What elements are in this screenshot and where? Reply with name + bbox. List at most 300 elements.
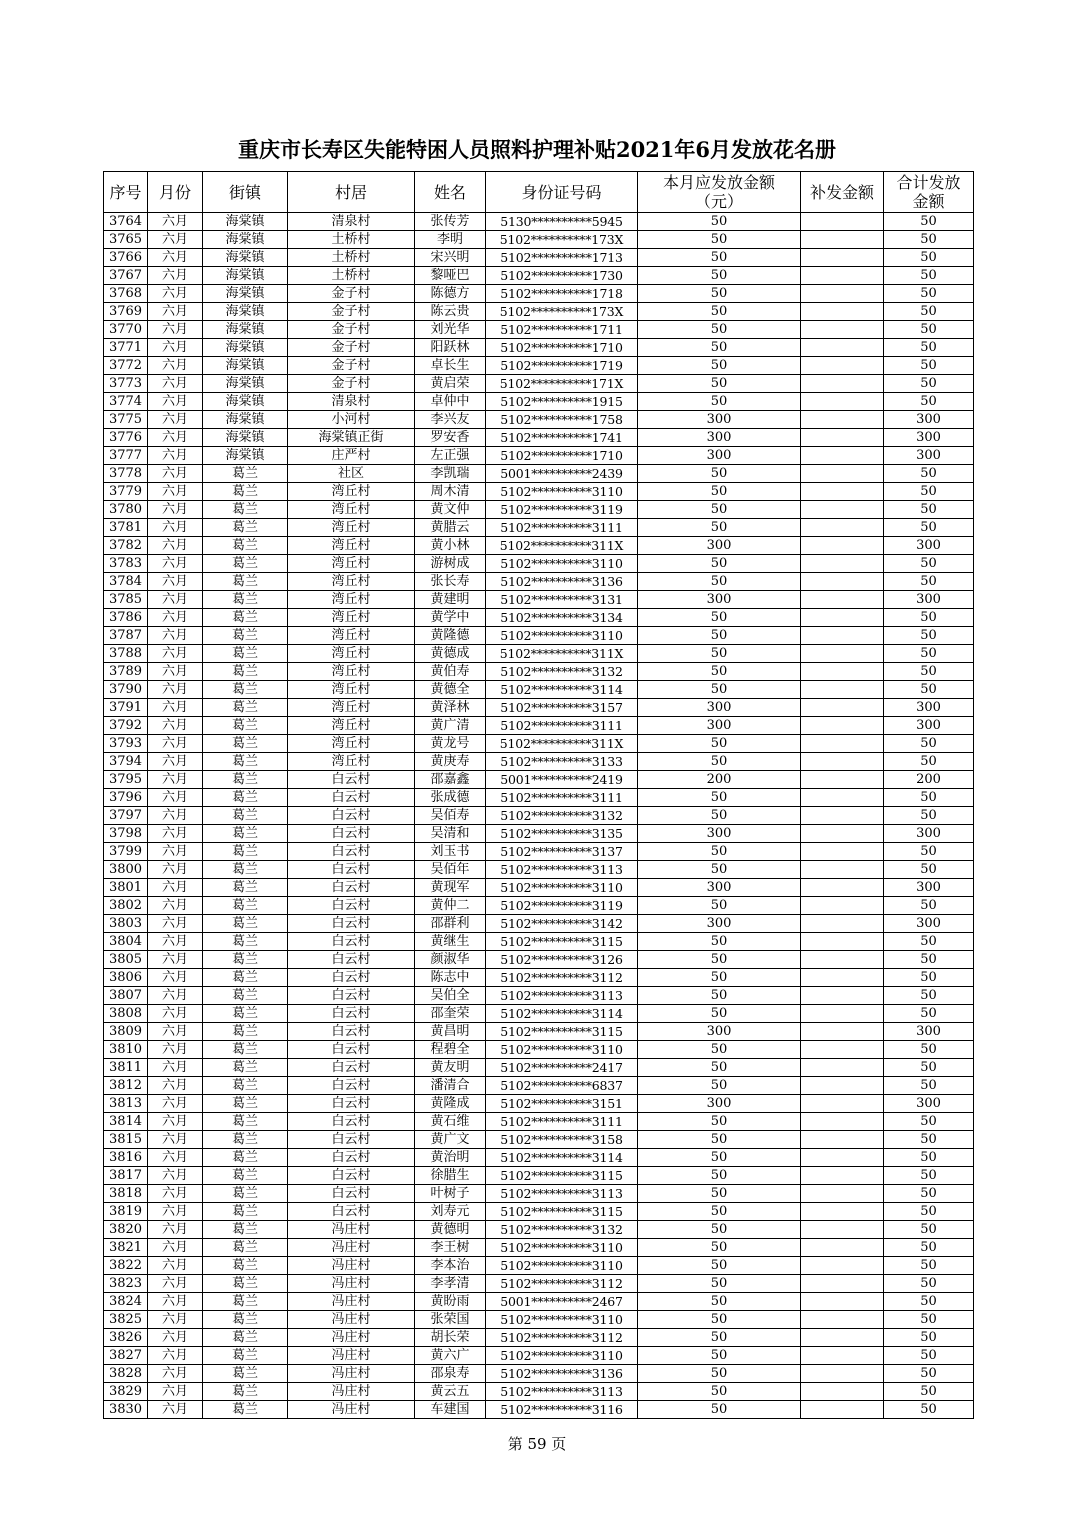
- cell-total: 300: [884, 591, 974, 609]
- cell-town: 葛兰: [203, 519, 288, 537]
- cell-month: 六月: [148, 339, 203, 357]
- col-header-due: [638, 172, 801, 213]
- table-row: [104, 357, 974, 375]
- cell-name: 黄腊云: [415, 519, 486, 537]
- table-row: [104, 933, 974, 951]
- cell-id: 5102**********3111: [486, 789, 638, 807]
- cell-id: 5102**********1711: [486, 321, 638, 339]
- cell-village: 白云村: [288, 1005, 415, 1023]
- cell-seq: 3814: [104, 1113, 148, 1131]
- cell-total: 50: [884, 249, 974, 267]
- cell-town: 葛兰: [203, 951, 288, 969]
- cell-month: 六月: [148, 969, 203, 987]
- cell-town: 海棠镇: [203, 285, 288, 303]
- cell-seq: 3779: [104, 483, 148, 501]
- cell-village: 湾丘村: [288, 663, 415, 681]
- cell-seq: 3780: [104, 501, 148, 519]
- cell-supp: [801, 663, 884, 681]
- cell-town: 葛兰: [203, 609, 288, 627]
- cell-month: 六月: [148, 1005, 203, 1023]
- cell-total: 50: [884, 1347, 974, 1365]
- cell-supp: [801, 771, 884, 789]
- cell-month: 六月: [148, 1365, 203, 1383]
- cell-id: 5102**********3111: [486, 519, 638, 537]
- cell-id: 5102**********3137: [486, 843, 638, 861]
- col-header-total-line1: 合计发放: [896, 173, 961, 192]
- table-row: [104, 303, 974, 321]
- table-row: [104, 663, 974, 681]
- table-row: [104, 771, 974, 789]
- cell-due: 50: [638, 1293, 801, 1311]
- table-row: [104, 231, 974, 249]
- cell-id: 5102**********3136: [486, 1365, 638, 1383]
- cell-seq: 3790: [104, 681, 148, 699]
- cell-seq: 3772: [104, 357, 148, 375]
- cell-due: 50: [638, 663, 801, 681]
- cell-total: 300: [884, 537, 974, 555]
- cell-seq: 3771: [104, 339, 148, 357]
- cell-month: 六月: [148, 573, 203, 591]
- cell-month: 六月: [148, 609, 203, 627]
- col-header-month: 月份: [148, 172, 203, 213]
- page-title: 重庆市长寿区失能特困人员照料护理补贴2021年6月发放花名册: [237, 137, 837, 162]
- cell-name: 陈志中: [415, 969, 486, 987]
- cell-village: 庄严村: [288, 447, 415, 465]
- cell-due: 300: [638, 411, 801, 429]
- cell-seq: 3789: [104, 663, 148, 681]
- roster-body: [104, 213, 974, 1419]
- cell-due: 50: [638, 1041, 801, 1059]
- cell-month: 六月: [148, 519, 203, 537]
- cell-id: 5102**********3115: [486, 1203, 638, 1221]
- table-row: [104, 1293, 974, 1311]
- cell-village: 金子村: [288, 303, 415, 321]
- cell-id: 5102**********6837: [486, 1077, 638, 1095]
- cell-total: 50: [884, 1221, 974, 1239]
- cell-total: 300: [884, 1095, 974, 1113]
- cell-village: 冯庄村: [288, 1347, 415, 1365]
- cell-supp: [801, 411, 884, 429]
- cell-village: 湾丘村: [288, 591, 415, 609]
- table-row: [104, 1113, 974, 1131]
- cell-month: 六月: [148, 879, 203, 897]
- cell-village: 白云村: [288, 1059, 415, 1077]
- cell-total: 50: [884, 1383, 974, 1401]
- table-row: [104, 1167, 974, 1185]
- cell-village: 冯庄村: [288, 1239, 415, 1257]
- cell-total: 50: [884, 807, 974, 825]
- cell-town: 葛兰: [203, 1095, 288, 1113]
- cell-village: 金子村: [288, 357, 415, 375]
- cell-town: 葛兰: [203, 1401, 288, 1419]
- cell-total: 50: [884, 501, 974, 519]
- table-row: [104, 681, 974, 699]
- cell-town: 葛兰: [203, 1185, 288, 1203]
- cell-id: 5102**********3126: [486, 951, 638, 969]
- table-row: [104, 1347, 974, 1365]
- cell-supp: [801, 339, 884, 357]
- cell-supp: [801, 519, 884, 537]
- cell-month: 六月: [148, 411, 203, 429]
- col-header-village: 村居: [288, 172, 415, 213]
- col-header-id: 身份证号码: [486, 172, 638, 213]
- table-row: [104, 375, 974, 393]
- cell-month: 六月: [148, 375, 203, 393]
- table-row: [104, 1311, 974, 1329]
- cell-due: 50: [638, 393, 801, 411]
- cell-village: 湾丘村: [288, 483, 415, 501]
- cell-month: 六月: [148, 987, 203, 1005]
- cell-supp: [801, 735, 884, 753]
- cell-town: 葛兰: [203, 1113, 288, 1131]
- cell-id: 5102**********3110: [486, 483, 638, 501]
- cell-supp: [801, 1041, 884, 1059]
- cell-name: 李孝清: [415, 1275, 486, 1293]
- table-row: [104, 1041, 974, 1059]
- cell-month: 六月: [148, 1041, 203, 1059]
- cell-name: 卓仲中: [415, 393, 486, 411]
- cell-id: 5102**********1915: [486, 393, 638, 411]
- cell-name: 罗安香: [415, 429, 486, 447]
- cell-month: 六月: [148, 303, 203, 321]
- cell-seq: 3811: [104, 1059, 148, 1077]
- cell-total: 50: [884, 1203, 974, 1221]
- cell-month: 六月: [148, 1257, 203, 1275]
- cell-town: 葛兰: [203, 1041, 288, 1059]
- cell-id: 5102**********3135: [486, 825, 638, 843]
- cell-id: 5102**********3157: [486, 699, 638, 717]
- cell-name: 程碧全: [415, 1041, 486, 1059]
- cell-village: 冯庄村: [288, 1221, 415, 1239]
- cell-due: 50: [638, 1059, 801, 1077]
- cell-village: 冯庄村: [288, 1401, 415, 1419]
- cell-village: 湾丘村: [288, 735, 415, 753]
- cell-name: 黄文仲: [415, 501, 486, 519]
- cell-seq: 3826: [104, 1329, 148, 1347]
- cell-town: 葛兰: [203, 645, 288, 663]
- cell-id: 5130**********5945: [486, 213, 638, 231]
- cell-town: 葛兰: [203, 1131, 288, 1149]
- cell-name: 李本治: [415, 1257, 486, 1275]
- cell-village: 冯庄村: [288, 1365, 415, 1383]
- cell-month: 六月: [148, 825, 203, 843]
- cell-month: 六月: [148, 735, 203, 753]
- cell-village: 金子村: [288, 321, 415, 339]
- cell-due: 50: [638, 645, 801, 663]
- cell-id: 5102**********3114: [486, 681, 638, 699]
- cell-supp: [801, 1401, 884, 1419]
- cell-due: 50: [638, 285, 801, 303]
- cell-village: 土桥村: [288, 249, 415, 267]
- cell-total: 50: [884, 1185, 974, 1203]
- cell-total: 300: [884, 429, 974, 447]
- cell-total: 50: [884, 1401, 974, 1419]
- cell-due: 50: [638, 483, 801, 501]
- cell-due: 50: [638, 573, 801, 591]
- cell-supp: [801, 1185, 884, 1203]
- col-header-supp: 补发金额: [801, 172, 884, 213]
- cell-village: 湾丘村: [288, 573, 415, 591]
- cell-name: 黄庚寿: [415, 753, 486, 771]
- cell-seq: 3830: [104, 1401, 148, 1419]
- cell-seq: 3776: [104, 429, 148, 447]
- table-row: [104, 573, 974, 591]
- cell-village: 冯庄村: [288, 1275, 415, 1293]
- cell-seq: 3829: [104, 1383, 148, 1401]
- cell-supp: [801, 537, 884, 555]
- cell-due: 50: [638, 339, 801, 357]
- cell-total: 50: [884, 1239, 974, 1257]
- cell-due: 200: [638, 771, 801, 789]
- cell-total: 50: [884, 663, 974, 681]
- cell-total: 50: [884, 843, 974, 861]
- cell-name: 吴佰年: [415, 861, 486, 879]
- table-row: [104, 411, 974, 429]
- cell-month: 六月: [148, 249, 203, 267]
- cell-id: 5102**********1730: [486, 267, 638, 285]
- cell-seq: 3816: [104, 1149, 148, 1167]
- cell-seq: 3823: [104, 1275, 148, 1293]
- cell-total: 50: [884, 285, 974, 303]
- table-row: [104, 501, 974, 519]
- cell-total: 50: [884, 465, 974, 483]
- cell-id: 5102**********3119: [486, 501, 638, 519]
- cell-id: 5102**********3110: [486, 1311, 638, 1329]
- cell-village: 冯庄村: [288, 1293, 415, 1311]
- cell-seq: 3769: [104, 303, 148, 321]
- cell-town: 葛兰: [203, 699, 288, 717]
- cell-town: 葛兰: [203, 717, 288, 735]
- cell-due: 50: [638, 231, 801, 249]
- table-row: [104, 519, 974, 537]
- cell-village: 冯庄村: [288, 1311, 415, 1329]
- cell-id: 5102**********173X: [486, 303, 638, 321]
- cell-id: 5102**********1718: [486, 285, 638, 303]
- cell-seq: 3781: [104, 519, 148, 537]
- cell-town: 葛兰: [203, 1311, 288, 1329]
- cell-seq: 3764: [104, 213, 148, 231]
- cell-village: 白云村: [288, 951, 415, 969]
- cell-id: 5102**********1713: [486, 249, 638, 267]
- cell-supp: [801, 285, 884, 303]
- cell-supp: [801, 447, 884, 465]
- cell-town: 葛兰: [203, 483, 288, 501]
- cell-supp: [801, 555, 884, 573]
- cell-total: 50: [884, 1257, 974, 1275]
- table-row: [104, 1221, 974, 1239]
- cell-due: 50: [638, 807, 801, 825]
- cell-seq: 3785: [104, 591, 148, 609]
- cell-town: 葛兰: [203, 933, 288, 951]
- cell-total: 50: [884, 627, 974, 645]
- cell-total: 50: [884, 735, 974, 753]
- cell-town: 海棠镇: [203, 447, 288, 465]
- cell-due: 50: [638, 735, 801, 753]
- cell-due: 50: [638, 357, 801, 375]
- cell-seq: 3820: [104, 1221, 148, 1239]
- table-row: [104, 627, 974, 645]
- cell-id: 5102**********1710: [486, 447, 638, 465]
- cell-name: 黄德全: [415, 681, 486, 699]
- cell-total: 50: [884, 933, 974, 951]
- cell-village: 白云村: [288, 789, 415, 807]
- cell-total: 50: [884, 573, 974, 591]
- cell-town: 海棠镇: [203, 357, 288, 375]
- cell-seq: 3775: [104, 411, 148, 429]
- table-row: [104, 897, 974, 915]
- cell-town: 葛兰: [203, 879, 288, 897]
- cell-month: 六月: [148, 771, 203, 789]
- table-row: [104, 1131, 974, 1149]
- cell-total: 50: [884, 645, 974, 663]
- table-row: [104, 483, 974, 501]
- cell-month: 六月: [148, 213, 203, 231]
- cell-month: 六月: [148, 699, 203, 717]
- cell-village: 白云村: [288, 1077, 415, 1095]
- cell-total: 50: [884, 555, 974, 573]
- cell-month: 六月: [148, 753, 203, 771]
- cell-name: 刘光华: [415, 321, 486, 339]
- cell-month: 六月: [148, 1347, 203, 1365]
- cell-id: 5102**********3142: [486, 915, 638, 933]
- cell-supp: [801, 483, 884, 501]
- cell-month: 六月: [148, 1131, 203, 1149]
- cell-supp: [801, 1293, 884, 1311]
- cell-name: 陈云贵: [415, 303, 486, 321]
- cell-id: 5102**********3110: [486, 879, 638, 897]
- cell-due: 300: [638, 447, 801, 465]
- cell-month: 六月: [148, 501, 203, 519]
- cell-town: 葛兰: [203, 843, 288, 861]
- cell-village: 白云村: [288, 1023, 415, 1041]
- cell-due: 50: [638, 555, 801, 573]
- cell-due: 300: [638, 717, 801, 735]
- cell-town: 葛兰: [203, 987, 288, 1005]
- table-row: [104, 591, 974, 609]
- cell-due: 50: [638, 375, 801, 393]
- cell-due: 300: [638, 1095, 801, 1113]
- cell-month: 六月: [148, 789, 203, 807]
- cell-total: 50: [884, 393, 974, 411]
- cell-total: 50: [884, 1329, 974, 1347]
- cell-seq: 3795: [104, 771, 148, 789]
- cell-month: 六月: [148, 537, 203, 555]
- cell-month: 六月: [148, 861, 203, 879]
- cell-total: 50: [884, 1365, 974, 1383]
- cell-name: 颜淑华: [415, 951, 486, 969]
- cell-month: 六月: [148, 681, 203, 699]
- cell-due: 50: [638, 1257, 801, 1275]
- cell-village: 湾丘村: [288, 537, 415, 555]
- table-row: [104, 951, 974, 969]
- cell-seq: 3794: [104, 753, 148, 771]
- cell-supp: [801, 789, 884, 807]
- cell-total: 50: [884, 213, 974, 231]
- cell-month: 六月: [148, 231, 203, 249]
- cell-total: 50: [884, 1293, 974, 1311]
- cell-id: 5102**********3115: [486, 1167, 638, 1185]
- cell-name: 徐腊生: [415, 1167, 486, 1185]
- cell-town: 海棠镇: [203, 411, 288, 429]
- cell-total: 50: [884, 1167, 974, 1185]
- cell-town: 葛兰: [203, 1329, 288, 1347]
- cell-supp: [801, 1113, 884, 1131]
- cell-village: 白云村: [288, 987, 415, 1005]
- cell-due: 50: [638, 627, 801, 645]
- cell-town: 葛兰: [203, 1059, 288, 1077]
- cell-total: 300: [884, 717, 974, 735]
- cell-total: 50: [884, 609, 974, 627]
- table-row: [104, 555, 974, 573]
- cell-name: 叶树子: [415, 1185, 486, 1203]
- cell-total: 50: [884, 969, 974, 987]
- cell-name: 黄伯寿: [415, 663, 486, 681]
- cell-town: 葛兰: [203, 771, 288, 789]
- cell-id: 5102**********3110: [486, 1041, 638, 1059]
- cell-supp: [801, 933, 884, 951]
- cell-due: 50: [638, 861, 801, 879]
- cell-village: 小河村: [288, 411, 415, 429]
- cell-due: 50: [638, 1221, 801, 1239]
- cell-due: 50: [638, 1113, 801, 1131]
- cell-village: 白云村: [288, 807, 415, 825]
- cell-seq: 3805: [104, 951, 148, 969]
- cell-seq: 3806: [104, 969, 148, 987]
- cell-month: 六月: [148, 483, 203, 501]
- cell-town: 海棠镇: [203, 393, 288, 411]
- cell-supp: [801, 717, 884, 735]
- cell-id: 5102**********3116: [486, 1401, 638, 1419]
- cell-month: 六月: [148, 1293, 203, 1311]
- cell-name: 黄六广: [415, 1347, 486, 1365]
- cell-month: 六月: [148, 447, 203, 465]
- cell-month: 六月: [148, 1149, 203, 1167]
- cell-supp: [801, 1149, 884, 1167]
- cell-town: 海棠镇: [203, 213, 288, 231]
- cell-town: 葛兰: [203, 465, 288, 483]
- cell-village: 清泉村: [288, 393, 415, 411]
- cell-id: 5102**********3110: [486, 627, 638, 645]
- cell-name: 周木清: [415, 483, 486, 501]
- cell-village: 白云村: [288, 1149, 415, 1167]
- cell-month: 六月: [148, 1095, 203, 1113]
- cell-seq: 3804: [104, 933, 148, 951]
- cell-month: 六月: [148, 429, 203, 447]
- cell-town: 海棠镇: [203, 339, 288, 357]
- cell-due: 300: [638, 537, 801, 555]
- cell-seq: 3768: [104, 285, 148, 303]
- cell-id: 5102**********3113: [486, 1383, 638, 1401]
- cell-village: 白云村: [288, 879, 415, 897]
- cell-total: 50: [884, 267, 974, 285]
- cell-town: 葛兰: [203, 1149, 288, 1167]
- cell-name: 黄建明: [415, 591, 486, 609]
- table-row: [104, 969, 974, 987]
- table-row: [104, 843, 974, 861]
- cell-name: 李王树: [415, 1239, 486, 1257]
- cell-month: 六月: [148, 663, 203, 681]
- cell-town: 葛兰: [203, 807, 288, 825]
- table-row: [104, 609, 974, 627]
- cell-id: 5102**********3115: [486, 1023, 638, 1041]
- cell-name: 刘寿元: [415, 1203, 486, 1221]
- cell-due: 50: [638, 267, 801, 285]
- cell-supp: [801, 267, 884, 285]
- cell-supp: [801, 375, 884, 393]
- cell-month: 六月: [148, 321, 203, 339]
- cell-seq: 3822: [104, 1257, 148, 1275]
- cell-name: 宋兴明: [415, 249, 486, 267]
